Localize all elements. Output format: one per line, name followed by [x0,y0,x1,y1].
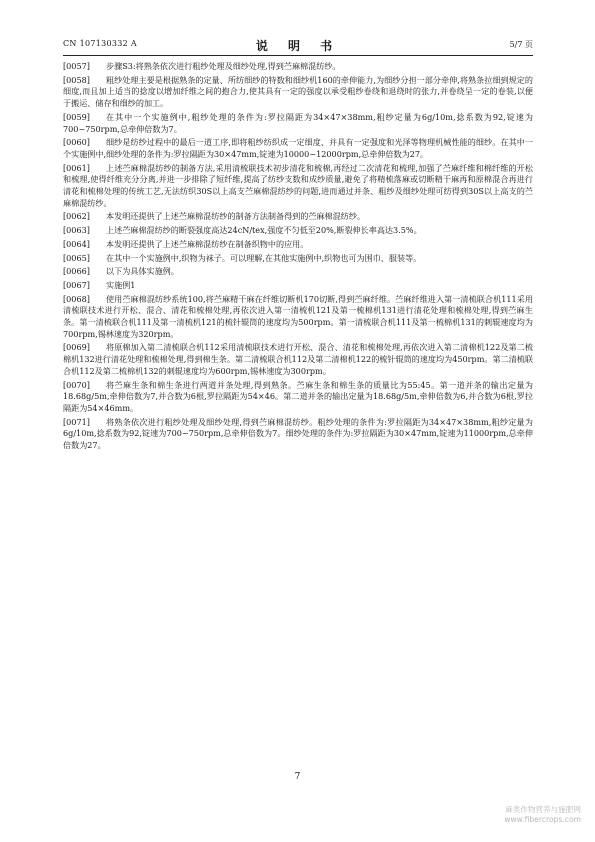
paragraph-number: [0066] [63,266,90,277]
paragraph-number: [0060] [63,137,90,148]
paragraph [63,239,533,251]
page-number: 7 [294,772,301,782]
paragraph-number: [0064] [63,238,90,249]
paragraph [63,137,533,160]
paragraph-text: 在其中一个实施例中,织物为袜子。可以理解,在其他实施例中,织物也可为围巾、服装等。 [106,252,422,263]
paragraph [63,380,533,415]
paragraph [63,225,533,237]
paragraph-text: 将熟条依次进行粗纱处理及细纱处理,得到苎麻棉混纺纱。粗纱处理的条件为:罗拉隔距为34×47×38mm,粗纱定量为6g/10m,捻系数为92,锭速为700~750rpm,总牵伸倍数为7。细纱处理的条件为:罗拉隔距为30×47mm,锭速为11000rpm,总牵伸倍数为27。 [63,416,533,451]
paragraph-text: 步骤S3:将熟条依次进行粗纱处理及细纱处理,得到苎麻棉混纺纱。 [106,61,341,71]
patent-number: CN 107130332 A [63,39,137,48]
paragraph-number: [0063] [63,225,90,236]
paragraph [63,163,533,210]
paragraph-number: [0071] [63,416,90,427]
paragraph [63,112,533,135]
document-body [63,61,533,454]
paragraph-number: [0069] [63,342,90,353]
paragraph-text: 上述苎麻棉混纺纱的断裂强度高达24cN/tex,强度不匀低至20%,断裂伸长率高达3.5%。 [106,225,422,236]
paragraph-text: 将苎麻生条和棉生条进行两道并条处理,得到熟条。苎麻生条和棉生条的质量比为55:45。第一道并条的输出定量为18.68g/5m,牵伸倍数为7,并合数为6根,罗拉隔距为54×46。第二道并条的输出定量为18.68g/5m,牵伸倍数为6,并合数为6根,罗拉隔距为54×46mm。 [63,379,533,413]
document-title: 说 明 书 [255,39,341,53]
paragraph-text: 细纱是纺纱过程中的最后一道工序,即将粗纱纺织成一定细度、并具有一定强度和光泽等物理机械性能的细纱。在其中一个实施例中,细纱处理的条件为:罗拉隔距为30×47mm,锭速为10000~12000rpm,总牵伸倍数为27。 [63,137,533,159]
paragraph-number: [0059] [63,111,90,122]
watermark-site-name: 麻类作物营养与施肥网 [505,805,581,814]
paragraph [63,266,533,278]
paragraph-text: 上述苎麻棉混纺纱的制备方法,采用清梳联技术初步清花和梳棉,再经过二次清花和梳理,加强了苎麻纤维和棉纤维的开松和梳理,使得纤维充分分离,并进一步排除了短纤维,提高了纺纱支数和成纱质量,避免了将精梳落麻或切断精干麻再和原棉混合再进行清花和梳棉处理的传统工艺,无法纺织30S以上高支苎麻棉混纺纱的问题,进而通过并条、粗纱及细纱处理可纺得到30S以上高支的苎麻棉混纺纱。 [63,162,533,208]
paragraph [63,294,533,341]
paragraph [63,253,533,265]
paragraph-number: [0057] [63,61,90,71]
paragraph-text: 在其中一个实施例中,粗纱处理的条件为:罗拉隔距为34×47×38mm,粗纱定量为6g/10m,捻系数为92,锭速为700~750rpm,总牵伸倍数为7。 [63,111,533,134]
watermark-url: www.fibercrops.com [504,815,581,824]
page-info: 5/7 页 [509,40,533,49]
paragraph-number: [0070] [63,379,90,390]
paragraph-text: 实施例1 [106,279,136,290]
paragraph-text: 以下为具体实施例。 [106,266,179,277]
paragraph-number: [0065] [63,252,90,263]
paragraph-number: [0067] [63,279,90,290]
paragraph-text: 本发明还提供了上述苎麻棉混纺纱的制备方法制备得到的苎麻棉混纺纱。 [106,211,366,222]
paragraph [63,61,533,73]
page-header [63,37,533,56]
watermark [451,805,581,825]
paragraph [63,417,533,452]
paragraph-number: [0068] [63,293,90,304]
paragraph-number: [0061] [63,162,90,173]
paragraph [63,75,533,110]
paragraph-number: [0062] [63,211,90,222]
paragraph-text: 本发明还提供了上述苎麻棉混纺纱在制备织物中的应用。 [106,238,309,249]
paragraph-text: 使用苎麻棉混纺纱系统100,将苎麻精干麻在纤维切断机170切断,得到苎麻纤维。苎麻纤维进入第一清梳联合机111采用清梳联技术进行开松、混合、清花和梳棉处理,再依次进入第一清梳机121及第一梳棉机131进行清花处理和梳棉处理,得到苎麻生条。第一清梳联合机111及第一清梳机121的梳针辊筒的速度均为500rpm。第一清梳联合机111及第一梳棉机131的刺辊速度均为700rpm,锡林速度为320rpm。 [63,293,533,339]
paragraph [63,280,533,292]
paragraph [63,342,533,377]
paragraph-text: 将原棉加入第二清梳联合机112采用清梳联技术进行开松、混合、清花和梳棉处理,再依次进入第二清棉机122及第二梳棉机132进行清花处理和梳棉处理,得到棉生条。第二清梳联合机112及第二清棉机122的梳针辊筒的速度均为450rpm。第二清梳联合机112及第二梳棉机132的刺辊速度均为600rpm,锡林速度为300rpm。 [63,342,533,376]
paragraph-number: [0058] [63,74,90,85]
paragraph [63,211,533,223]
paragraph-text: 粗纱处理主要是根据熟条的定量、所纺细纱的特数和细纱机160的牵伸能力,为细纱分担一部分牵伸,将熟条拉细到规定的细度,而且加上适当的捻度以增加纤维之间的抱合力,使其具有一定的强度以承受粗纱卷绕和退绕时的张力,并卷绕呈一定的卷装,以便于搬运、储存和细纱的加工。 [63,74,533,109]
